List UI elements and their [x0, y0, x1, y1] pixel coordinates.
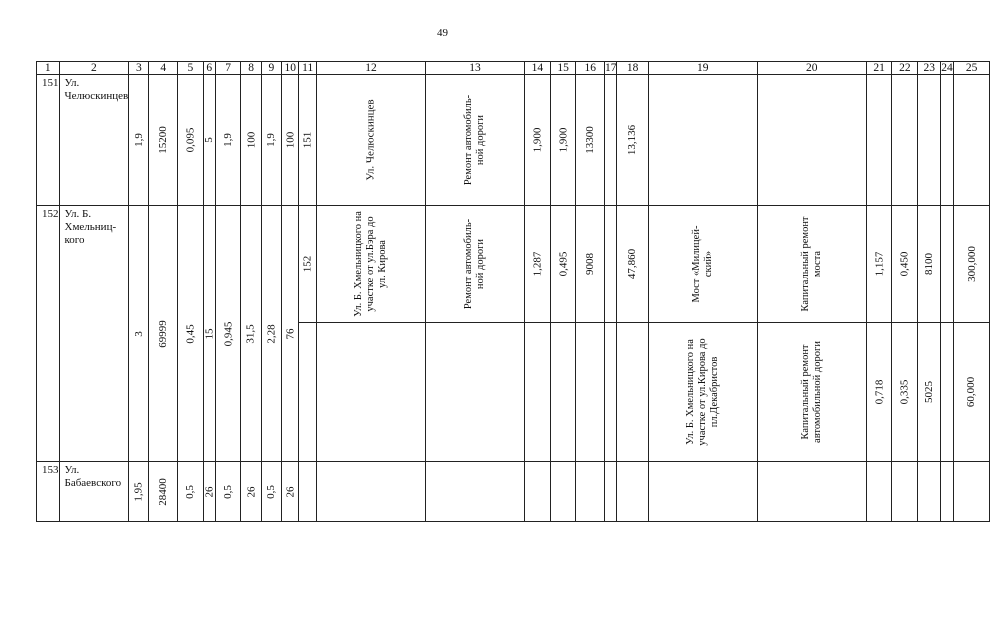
- table-cell: [953, 323, 990, 462]
- table-cell-text: 1,900: [557, 127, 570, 153]
- header-cell: 3: [129, 62, 149, 75]
- table-cell-text: 1,900: [531, 127, 544, 153]
- table-cell: [425, 323, 524, 462]
- header-cell: 14: [524, 62, 550, 75]
- header-cell: 13: [425, 62, 524, 75]
- table-cell: [576, 462, 605, 522]
- table-cell-text: 26: [245, 486, 258, 497]
- table-cell: [918, 206, 941, 323]
- table-cell: [299, 75, 317, 206]
- table-cell-text: 0,495: [557, 251, 570, 277]
- table-cell-text: 100: [245, 131, 258, 149]
- table-cell: [425, 462, 524, 522]
- table-cell: [953, 206, 990, 323]
- table-cell: [524, 323, 550, 462]
- table-cell: [316, 206, 425, 323]
- page-number: 49: [437, 27, 448, 39]
- table-cell: [215, 206, 241, 462]
- table-cell-text: 5: [203, 137, 216, 143]
- table-cell-text: 0,335: [898, 379, 911, 405]
- table-cell: [241, 206, 261, 462]
- table-row: [37, 206, 990, 323]
- table-cell-text: 9008: [584, 253, 597, 275]
- table-cell-text: 1,287: [531, 251, 544, 277]
- header-cell: 23: [918, 62, 941, 75]
- table-cell-text: 1,95: [132, 481, 145, 502]
- table-cell: [129, 75, 149, 206]
- table-cell-text: 5025: [923, 381, 936, 403]
- street-name: Ул. Бабаевского: [59, 462, 129, 522]
- table-cell: [866, 75, 892, 206]
- table-cell: [299, 323, 317, 462]
- table-cell-text: 26: [203, 486, 216, 497]
- table-cell-text: 0,718: [873, 379, 886, 405]
- table-cell: [177, 75, 203, 206]
- table-cell-text: Ул. Б. Хмельницкого на участке от ул.Кирова до пл.Декабристов: [684, 338, 720, 446]
- street-name: Ул. Б. Хмельниц-кого: [59, 206, 129, 462]
- table-cell: [203, 75, 215, 206]
- header-cell: 8: [241, 62, 261, 75]
- header-cell: 5: [177, 62, 203, 75]
- table-cell: [129, 462, 149, 522]
- table-cell-text: 3: [132, 330, 145, 337]
- header-cell: 16: [576, 62, 605, 75]
- table-cell: [892, 462, 918, 522]
- table-cell: [524, 75, 550, 206]
- table-cell: [918, 323, 941, 462]
- table-cell-text: 1,157: [873, 251, 886, 277]
- header-cell: 9: [261, 62, 281, 75]
- table-cell-text: 26: [284, 486, 297, 497]
- row-number: 153: [37, 462, 60, 522]
- table-cell-text: 151: [301, 131, 314, 149]
- table-cell-text: 0,450: [898, 251, 911, 277]
- table-cell: [316, 462, 425, 522]
- table-cell-text: 0,5: [222, 484, 235, 499]
- table-cell: [550, 206, 576, 323]
- table-cell: [648, 75, 757, 206]
- header-row: [37, 62, 990, 75]
- table-cell: [866, 462, 892, 522]
- table-cell: [918, 75, 941, 206]
- header-cell: 7: [215, 62, 241, 75]
- table-cell: [425, 206, 524, 323]
- header-cell: 15: [550, 62, 576, 75]
- table-cell-text: Ул. Б. Хмельницкого на участке от ул.Бэра до ул. Кирова: [352, 211, 388, 317]
- table-cell: [576, 323, 605, 462]
- table-cell: [941, 462, 954, 522]
- table-cell: [550, 462, 576, 522]
- table-cell: [524, 206, 550, 323]
- row-number: 152: [37, 206, 60, 462]
- table-cell: [617, 75, 648, 206]
- table-cell: [316, 75, 425, 206]
- table-cell: [261, 462, 281, 522]
- header-cell: 6: [203, 62, 215, 75]
- table-cell: [617, 462, 648, 522]
- table-cell: [892, 206, 918, 323]
- table-cell: [866, 323, 892, 462]
- table-cell-text: 47,860: [626, 248, 639, 280]
- table-cell: [241, 462, 261, 522]
- table-cell-text: Капитальный ремонт автомобильной дороги: [799, 341, 823, 443]
- table-cell: [604, 75, 617, 206]
- table-cell: [757, 462, 866, 522]
- table-cell-text: 76: [284, 328, 297, 339]
- table-cell: [129, 206, 149, 462]
- table-cell: [281, 75, 299, 206]
- table-cell: [299, 462, 317, 522]
- table-cell: [757, 75, 866, 206]
- table-row: [37, 462, 990, 522]
- table-cell: [757, 206, 866, 323]
- table-cell-text: 15: [203, 328, 216, 339]
- table-cell: [550, 75, 576, 206]
- table-cell: [299, 206, 317, 323]
- table-cell-text: 28400: [157, 477, 170, 506]
- table-cell-text: 0,5: [265, 484, 278, 499]
- table-cell-text: 300,000: [965, 246, 978, 282]
- table-cell: [757, 323, 866, 462]
- table-cell-text: 0,45: [184, 323, 197, 344]
- table-cell-text: Ремонт автомобиль-ной дороги: [462, 218, 486, 310]
- table-cell: [604, 206, 617, 323]
- table-cell: [550, 323, 576, 462]
- table-cell-text: 31,5: [245, 323, 258, 344]
- header-cell: 18: [617, 62, 648, 75]
- table-cell: [261, 206, 281, 462]
- street-name: Ул. Челюскинцев: [59, 75, 129, 206]
- table-cell: [316, 323, 425, 462]
- table-cell: [941, 206, 954, 323]
- table-cell-text: 152: [301, 255, 314, 273]
- table-row: [37, 75, 990, 206]
- table-cell: [149, 75, 178, 206]
- header-cell: 1: [37, 62, 60, 75]
- table-cell: [866, 206, 892, 323]
- table-cell: [617, 206, 648, 323]
- header-cell: 22: [892, 62, 918, 75]
- table-cell: [941, 75, 954, 206]
- table-cell: [918, 462, 941, 522]
- table-cell-text: 0,945: [222, 321, 235, 346]
- table-cell-text: 0,095: [184, 127, 197, 153]
- header-cell: 10: [281, 62, 299, 75]
- table-cell-text: 100: [284, 131, 297, 149]
- table-cell-text: Мост «Милицей-ский»: [690, 225, 714, 303]
- table-cell-text: 8100: [923, 253, 936, 275]
- table-cell: [425, 75, 524, 206]
- table-cell: [215, 462, 241, 522]
- table-cell: [648, 206, 757, 323]
- data-table: [36, 61, 990, 522]
- row-number: 151: [37, 75, 60, 206]
- table-cell-text: 1,9: [222, 133, 235, 147]
- table-cell: [241, 75, 261, 206]
- header-cell: 20: [757, 62, 866, 75]
- table-cell-text: Ул. Челюскинцев: [364, 99, 377, 181]
- table-cell: [617, 323, 648, 462]
- table-cell: [953, 462, 990, 522]
- table-cell: [203, 206, 215, 462]
- table-cell: [203, 462, 215, 522]
- table-cell-text: Капитальный ремонт моста: [799, 216, 823, 312]
- table-cell-text: 1,9: [132, 133, 145, 147]
- table-cell: [149, 206, 178, 462]
- table-cell: [281, 462, 299, 522]
- table-cell: [576, 206, 605, 323]
- table-cell-text: 69999: [157, 319, 170, 348]
- table-cell-text: Ремонт автомобиль-ной дороги: [462, 94, 486, 186]
- table-cell-text: 15200: [157, 126, 170, 154]
- table-cell-text: 2,28: [265, 323, 278, 344]
- header-cell: 11: [299, 62, 317, 75]
- table-cell: [648, 323, 757, 462]
- table-cell: [215, 75, 241, 206]
- header-cell: 4: [149, 62, 178, 75]
- table-cell: [604, 323, 617, 462]
- table-cell: [261, 75, 281, 206]
- table-cell: [953, 75, 990, 206]
- table-cell: [941, 323, 954, 462]
- table-cell: [604, 462, 617, 522]
- header-cell: 17: [604, 62, 617, 74]
- table-cell: [524, 462, 550, 522]
- header-cell: 24: [941, 62, 953, 74]
- table-cell: [177, 206, 203, 462]
- table-cell-text: 0,5: [184, 484, 197, 499]
- table-cell: [576, 75, 605, 206]
- table-cell: [177, 462, 203, 522]
- table-cell: [892, 75, 918, 206]
- table-cell-text: 60,000: [965, 376, 978, 408]
- header-cell: 2: [59, 62, 129, 75]
- table-cell-text: 13300: [584, 126, 597, 154]
- table-cell: [648, 462, 757, 522]
- table-cell-text: 1,9: [265, 133, 278, 147]
- table-cell: [892, 323, 918, 462]
- header-cell: 25: [953, 62, 990, 75]
- header-cell: 21: [866, 62, 892, 75]
- header-cell: 19: [648, 62, 757, 75]
- table-cell: [149, 462, 178, 522]
- table-cell-text: 13,136: [626, 124, 639, 156]
- header-cell: 12: [316, 62, 425, 75]
- table-cell: [281, 206, 299, 462]
